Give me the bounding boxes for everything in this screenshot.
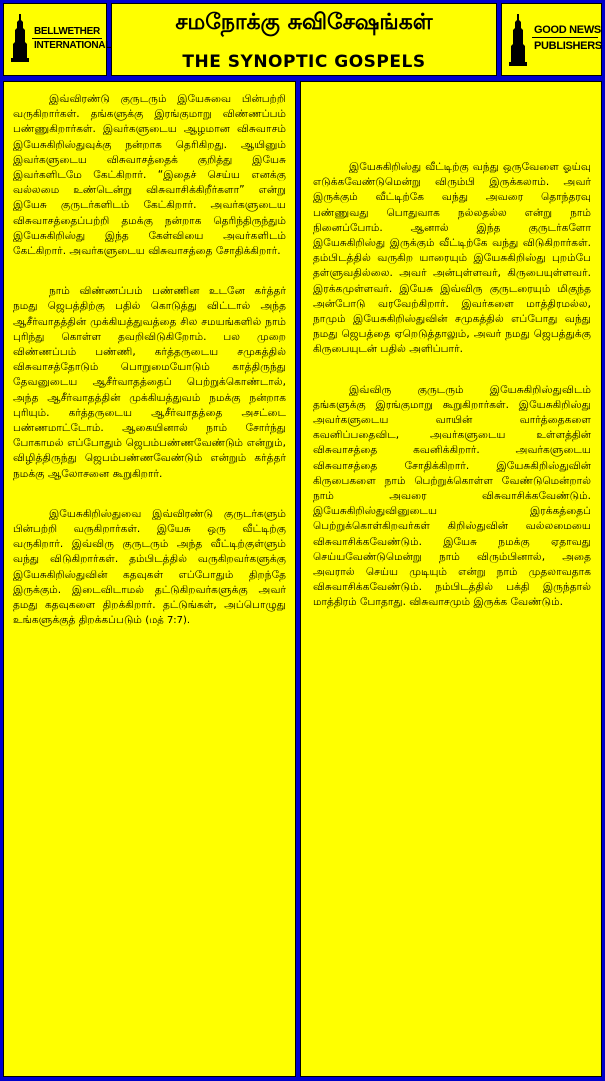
- right-paragraph-2: இவ்விரு குருடரும் இயேசுகிறிஸ்துவிடம் தங்களுக்கு இரங்குமாறு கூறுகிறார்கள். இயேசுகிறிஸ்து அவர்களுடைய வாயின் வார்த்தைகளை கவனிப்பதைவிட, அவர்களுடைய உள்ளத்தின் விசுவாசத்தை கவனிக்கிறார். அவர்களுடைய விசுவாசத்தை சோதிக்கிறார். இயேசுகிறிஸ்துவின் கிருபைகளை நாம் பெற்றுக்கொள்ள வேண்டுமென்றால் நாம் அவரை விசுவாசிக்கவேண்டும். இயேசுகிறிஸ்துவினுடைய இரக்கத்தைப் பெற்றுக்கொள்கிறவர்கள் கிறிஸ்துவின் வல்லமையை விசுவாசிக்கவேண்டும். இயேசு நமக்கு ஏதாவது செய்யவேண்டுமென்று நாம் விரும்பினால், அதை அவரால் செய்ய முடியும் என்று நாம் முதலாவதாக விசுவாசிக்கவேண்டும். நம்பிடத்தில் பக்தி இருந்தால் மாத்திரம் போதாது. விசுவாசமும் இருக்க வேண்டும்.: [313, 383, 591, 609]
- left-paragraph-3-text: இயேசுகிறிஸ்துவை இவ்விரண்டு குருடர்களும் பின்பற்றி வருகிறார்கள். இயேசு ஒரு வீட்டிற்கு வருகிறார். இவ்விரு குருடரும் அந்த வீட்டிற்குள்ளும் வந்து விடுகிறார்கள். தம்பிடத்தில் வருகிறவர்களுக்கு இயேசுகிறிஸ்துவின் கதவுகள் எப்போதும் திறந்தே இருக்கும். இடைவிடாமல் தட்டுகிறவர்களுக்கு அவர் தமது கதவுகளை திறக்கிறார். தட்டுங்கள், அப்பொழுது உங்களுக்குத் திறக்கப்படும்: [13, 507, 286, 627]
- logo-left-rule: [32, 38, 102, 39]
- title-box: [111, 3, 497, 76]
- page-title-english: THE SYNOPTIC GOSPELS: [182, 52, 426, 72]
- logo-left-line2: INTERNATIONAL: [34, 40, 112, 51]
- logo-right-line2: PUBLISHERS: [534, 40, 602, 52]
- left-paragraph-1: இவ்விரண்டு குருடரும் இயேசுவை பின்பற்றி வருகிறார்கள். தங்களுக்கு இரங்குமாறு விண்ணப்பம் பண்ணுகிறார்கள். இவர்களுடைய ஆழமான விசுவாசம் இயேசுகிறிஸ்துவுக்கு நன்றாக தெரிகிறது. ஆயினும் இவர்களுடைய விசுவாசத்தைக் குறித்து இயேசு இவர்களிடமே கேட்கிறார். “இதைச் செய்ய எனக்கு வல்லமை உண்டென்று விசுவாசிக்கிறீர்களா” என்று இயேசு குருடர்களிடம் கேட்கிறார். அவர்களுடைய விசுவாசத்தைப்பற்றி தமக்கு நன்றாக தெரிந்திருந்தும் இயேசுகிறிஸ்து இந்த கேள்வியை அவர்களிடம் கேட்கிறார். அவர்களுடைய விசுவாசத்தை சோதிக்கிறார்.: [13, 93, 286, 258]
- logo-right-rule: [532, 37, 598, 38]
- tower-icon: [10, 14, 30, 62]
- left-paragraph-2: நாம் விண்ணப்பம் பண்ணின உடனே கர்த்தர் நமது ஜெபத்திற்கு பதில் கொடுத்து விட்டால் அந்த ஆசீர்வாதத்தின் முக்கியத்துவத்தை சில சமயங்களில் நாம் புரிந்து கொள்ள தவறிவிடுகிறோம். பல முறை விண்ணப்பம் பண்ணி, கர்த்தருடைய சமுகத்தில் விசுவாசத்தோடும் பொறுமையோடும் காத்திருந்து தேவனுடைய ஆசீர்வாதத்தைப் பெற்றுக்கொண்டால், அந்த ஆசீர்வாதத்தின் முக்கியத்துவம் நமக்கு நன்றாக புரியும். கர்த்தருடைய ஆசீர்வாதத்தை அசட்டை பண்ணமாட்டோம். ஆகையினால் நாம் சோர்ந்து போகாமல் எப்போதும் ஜெபம்பண்ணவேண்டும் என்றும், விழித்திருந்து ஜெபம்பண்ணவேண்டும் என்றும் கர்த்தர் நமக்கு ஆலோசனை கூறுகிறார்.: [13, 285, 286, 480]
- page-title-tamil: சமநோக்கு சுவிசேஷங்கள்: [175, 10, 433, 35]
- logo-left-line1: BELLWETHER: [34, 26, 100, 37]
- tower-icon: [508, 14, 528, 66]
- right-column: [300, 81, 602, 1077]
- bellwether-logo: [3, 3, 112, 76]
- right-paragraph-1: இயேசுகிறிஸ்து வீட்டிற்கு வந்து ஒருவேளை ஓய்வு எடுக்கவேண்டுமென்று விரும்பி இருக்கலாம். அவர் இருக்கும் வீட்டிற்கே வந்து அவரை தொந்தரவு பண்ணுவது பொதுவாக நல்லதல்ல என்று நாம் நினைப்போம். ஆனால் இந்த குருடர்களோ இயேசுகிறிஸ்து இருக்கும் வீட்டிற்கே வந்து விடுகிறார்கள். தம்பிடத்தில் வருகிற யாரையும் இயேசுகிறிஸ்து புறம்பே தள்ளுவதில்லை. அவர் அன்புள்ளவர், கிருபையுள்ளவர். இரக்கமுள்ளவர். இயேசு இவ்விரு குருடரையும் மிகுந்த அன்போடு வரவேற்கிறார். இவர்களை மாத்திரமல்ல, நாமும் இயேசுகிறிஸ்துவின் சமுகத்தில் எப்போது வந்து நமது ஜெபத்தை ஏறெடுத்தாலும், அவர் நமது ஜெபத்துக்கு கிருபையுடன் பதில் அளிப்பார்.: [313, 161, 591, 356]
- scripture-reference: (மத் 7:7).: [145, 615, 191, 627]
- good-news-logo: [501, 3, 602, 76]
- logo-right-line1: GOOD NEWS: [534, 24, 601, 36]
- left-paragraph-3: [13, 507, 286, 629]
- left-column: [3, 81, 296, 1077]
